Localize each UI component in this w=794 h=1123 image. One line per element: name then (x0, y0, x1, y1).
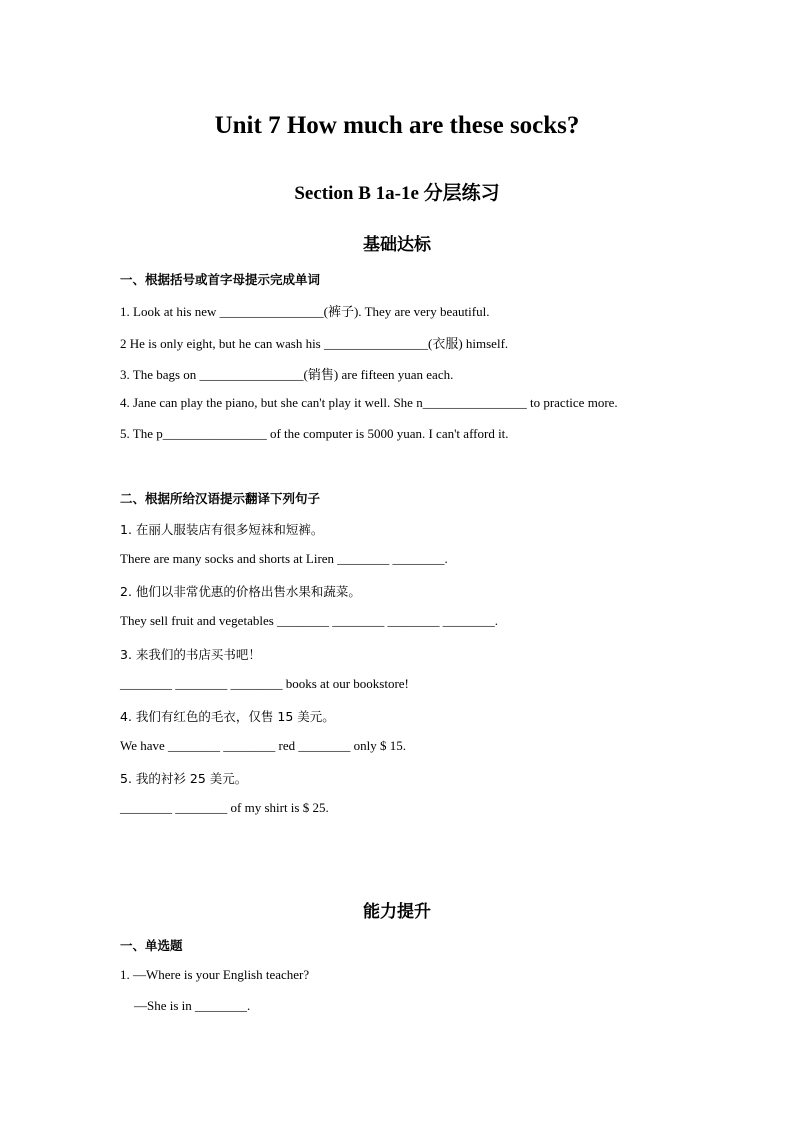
multiple-choice-question-1: 1. —Where is your English teacher? (120, 967, 310, 982)
translation-item-4-english: We have ________ ________ red ________ only $ 15. (120, 738, 406, 753)
word-completion-item-1: 1. Look at his new ________________(裤子). They are very beautiful. (120, 304, 490, 319)
translation-item-2-english: They sell fruit and vegetables ________ ________ ________ ________. (120, 613, 499, 628)
translation-item-1-chinese: 1. 在丽人服装店有很多短袜和短裤。 (120, 522, 324, 537)
translation-item-5-english: ________ ________ of my shirt is $ 25. (120, 800, 329, 815)
section-multiple-choice-heading: 一、单选题 (120, 938, 183, 953)
multiple-choice-question-1-answer-line: —She is in ________. (134, 998, 251, 1013)
word-completion-item-5: 5. The p________________ of the computer is 5000 yuan. I can't afford it. (120, 426, 509, 441)
section-word-completion-heading: 一、根据括号或首字母提示完成单词 (120, 272, 321, 287)
page-subtitle: Section B 1a-1e 分层练习 (294, 183, 500, 204)
part-basic-heading: 基础达标 (363, 235, 431, 254)
part-advanced-heading: 能力提升 (363, 902, 431, 921)
translation-item-2-chinese: 2. 他们以非常优惠的价格出售水果和蔬菜。 (120, 584, 361, 599)
translation-item-5-chinese: 5. 我的衬衫 25 美元。 (120, 771, 248, 786)
word-completion-item-4: 4. Jane can play the piano, but she can't play it well. She n________________ to practice more. (120, 395, 618, 410)
section-translation-heading: 二、根据所给汉语提示翻译下列句子 (120, 491, 321, 506)
translation-item-4-chinese: 4. 我们有红色的毛衣，仅售 15 美元。 (120, 709, 335, 724)
translation-item-3-chinese: 3. 来我们的书店买书吧！ (120, 647, 261, 662)
translation-item-1-english: There are many socks and shorts at Liren ________ ________. (120, 551, 448, 566)
page-title: Unit 7 How much are these socks? (214, 112, 580, 139)
translation-item-3-english: ________ ________ ________ books at our bookstore! (120, 676, 409, 691)
word-completion-item-2: 2 He is only eight, but he can wash his ________________(衣服) himself. (120, 336, 509, 351)
word-completion-item-3: 3. The bags on ________________(销售) are fifteen yuan each. (120, 367, 454, 382)
